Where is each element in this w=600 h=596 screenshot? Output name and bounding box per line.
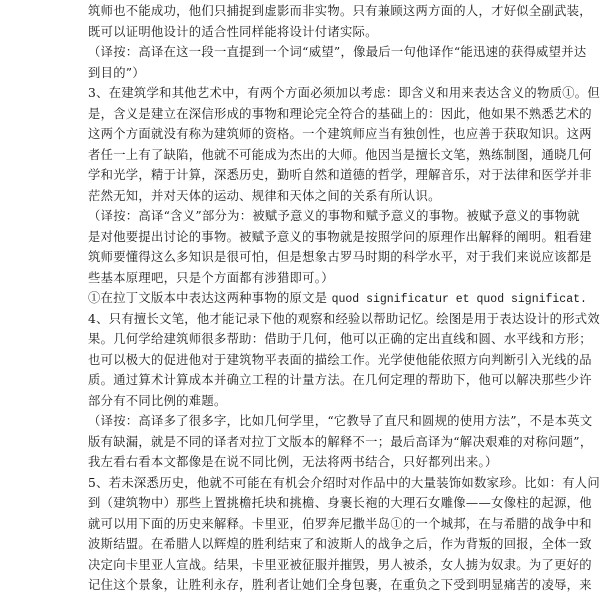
text-line: 果。几何学给建筑师很多帮助：借助于几何，他可以正确的定出直线和圆、水平线和方形； (88, 332, 592, 346)
translator-note: 我左看右看本文都像是在说不同比例，无法将两书结合，只好都列出来。） (88, 455, 498, 469)
text-line: 筑师也不能成功，他们只捕捉到虚影而非实物。只有兼顾这两方面的人，才好似全副武装， (88, 4, 592, 18)
text-line: 也可以极大的促进他对于建筑物平表面的描绘工作。光学使他能依照方向判断引入光线的品 (88, 352, 592, 367)
translator-note: （译按：高译多了很多字，比如几何学里，“它教导了直尺和圆规的使用方法”，不是本英文 (88, 414, 593, 428)
translator-note: 些基本原理吧，只是个方面都有涉猎即可。） (88, 270, 334, 285)
translator-note: （译按：高译在这一段一直提到一个词“威望”，像最后一句他译作“能迅速的获得威望并达 (88, 45, 587, 59)
text-line: 记住这个景象，让胜利永存，胜利者让她们全身包裹，在重负之下受到明显痛苦的凌辱，来 (88, 578, 592, 592)
text-line: 部分有不同比例的难题。 (88, 393, 227, 408)
text-line: 波斯结盟。在希腊人以辉煌的胜利结束了和波斯人的战争之后，作为背叛的回报，全体一致 (88, 537, 592, 551)
translator-note: 到目的”） (88, 65, 145, 80)
text-line: 是，含义是建立在深信形成的事物和理论完全符合的基础上的：因此，他如果不熟悉艺术的 (88, 106, 592, 121)
latin-phrase: quod significatur et quod significat. (331, 293, 587, 306)
paragraph-3-start: 3、在建筑学和其他艺术中，有两个方面必须加以考虑：即含义和用来表达含义的物质①。但 (88, 86, 600, 100)
document-page (88, 1, 600, 596)
footnote-line (88, 288, 587, 309)
paragraph-5-start: 5、若未深悉历史，他就不可能在有机会介绍时对作品中的大量装饰如数家珍。比如：有人问 (88, 475, 600, 490)
translator-note: （译按：高译“含义”部分为：被赋予意义的事物和赋予意义的事物。被赋予意义的事物就 (88, 209, 580, 223)
text-line: 到（建筑物中）那些上置挑檐托块和挑檐、身裹长袍的大理石女雕像——女像柱的起源，他 (88, 496, 592, 510)
text-line: 学和光学，精于计算，深悉历史，勤听自然和道德的哲学，理解音乐，对于法律和医学并非 (88, 168, 592, 182)
paragraph-4-start: 4、只有擅长文笔，他才能记录下他的观察和经验以帮助记忆。绘图是用于表达设计的形式效 (88, 311, 600, 326)
text-line: 茫然无知，并对天体的运动、规律和天体之间的关系有所认识。 (88, 188, 441, 203)
text-line: 这两个方面就没有称为建筑师的资格。一个建筑师应当有独创性，也应善于获取知识。这两 (88, 127, 592, 141)
text-line: 既可以证明他设计的适合性同样能将设计付诸实际。 (88, 24, 378, 39)
text-line: 者任一上有了缺陷，他就不可能成为杰出的大师。他因当是擅长文笔，熟练制图，通晓几何 (88, 147, 592, 162)
text-line: 就可以用下面的历史来解释。卡里亚，伯罗奔尼撒半岛①的一个城邦，在与希腊的战争中和 (88, 516, 592, 531)
translator-note: 筑师要懂得这么多知识是很可怕，但是想象古罗马时期的科学水平，对于我们来说应该都是 (88, 250, 592, 264)
text-line: 决定向卡里亚人宣战。结果，卡里亚被征服并摧毁，男人被杀，女人掳为奴隶。为了更好的 (88, 557, 592, 572)
translator-note: 是对他要提出讨论的事物。被赋予意义的事物就是按照学问的原理作出解释的阐明。粗看建 (88, 229, 592, 244)
footnote-text: ①在拉丁文版本中表达这两种事物的原文是 (88, 291, 332, 305)
translator-note: 版有缺漏，就是不同的译者对拉丁文版本的解释不一；最后高译为“解决艰难的对称问题”， (88, 434, 593, 449)
text-line: 质。通过算术计算成本并确立工程的计量方法。在几何定理的帮助下，他可以解决那些少许 (88, 373, 592, 387)
